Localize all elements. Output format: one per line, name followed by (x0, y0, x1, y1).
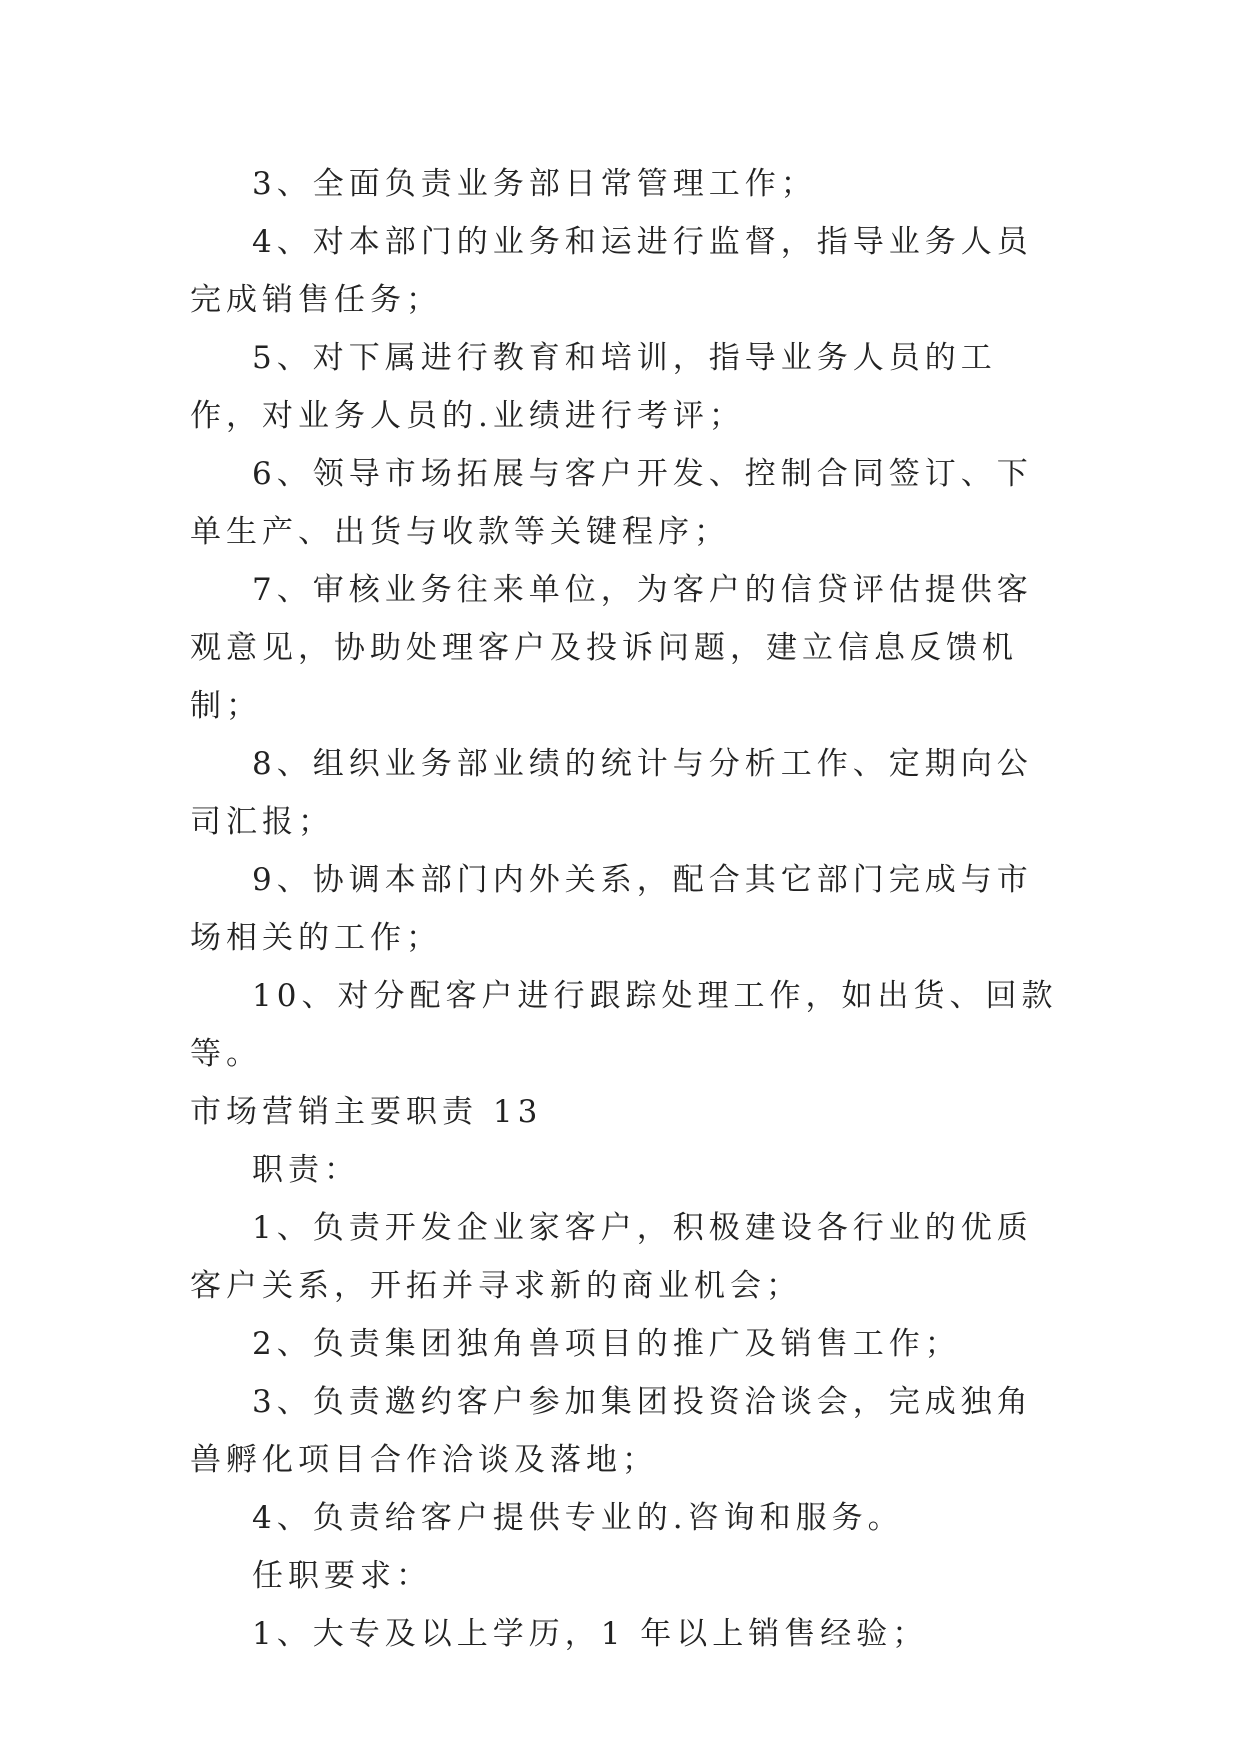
paragraph: 6、领导市场拓展与客户开发、控制合同签订、下单生产、出货与收款等关键程序； (190, 456, 1033, 550)
paragraph: 4、负责给客户提供专业的.咨询和服务。 (252, 1500, 904, 1536)
paragraph: 1、大专及以上学历，1 年以上销售经验； (252, 1616, 929, 1652)
paragraph: 2、负责集团独角兽项目的推广及销售工作； (252, 1326, 961, 1362)
section-heading: 市场营销主要职责 13 (190, 1094, 543, 1130)
paragraph: 9、协调本部门内外关系，配合其它部门完成与市场相关的工作； (190, 862, 1033, 956)
paragraph: 任职要求： (252, 1558, 432, 1594)
paragraph: 7、审核业务往来单位，为客户的信贷评估提供客观意见，协助处理客户及投诉问题，建立信息反馈机制； (190, 572, 1033, 724)
paragraph: 8、组织业务部业绩的统计与分析工作、定期向公司汇报； (190, 746, 1033, 840)
paragraph: 职责： (252, 1152, 360, 1188)
paragraph: 3、全面负责业务部日常管理工作； (252, 166, 817, 202)
paragraph: 5、对下属进行教育和培训，指导业务人员的工作，对业务人员的.业绩进行考评； (190, 340, 997, 434)
paragraph: 4、对本部门的业务和运进行监督，指导业务人员完成销售任务； (190, 224, 1033, 318)
paragraph: 1、负责开发企业家客户，积极建设各行业的优质客户关系，开拓并寻求新的商业机会； (190, 1210, 1033, 1304)
paragraph: 3、负责邀约客户参加集团投资洽谈会，完成独角兽孵化项目合作洽谈及落地； (190, 1384, 1033, 1478)
paragraph: 10、对分配客户进行跟踪处理工作，如出货、回款等。 (190, 978, 1058, 1072)
document-body (190, 155, 1060, 1663)
